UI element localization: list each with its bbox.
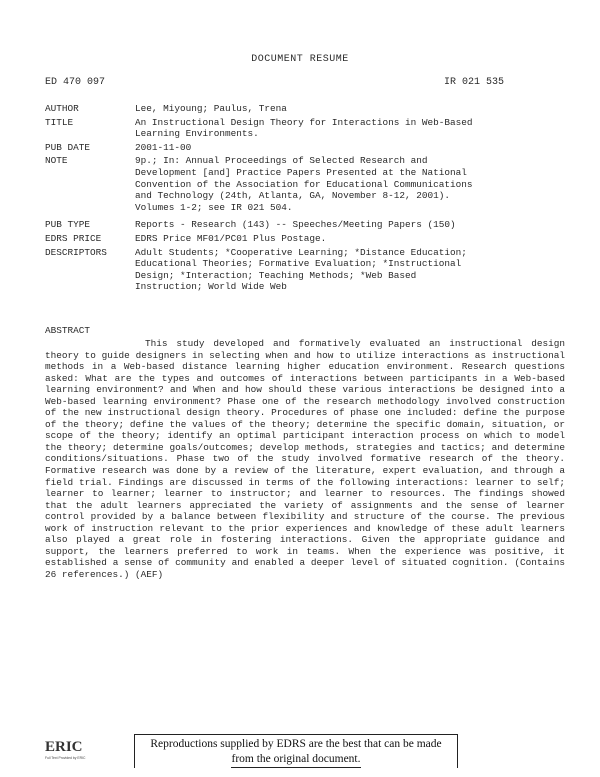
footer-notice (134, 734, 458, 768)
field-pub-type (45, 219, 565, 231)
field-title (45, 117, 565, 140)
eric-logo-text: ERIC (45, 739, 83, 755)
field-value: Adult Students; *Cooperative Learning; *Distance Education; Educational Theories; Formative Evaluation; *Instructional Design; *Interaction; Teaching Methods; *Web Based Instruction; World Wide Web (135, 246, 467, 293)
field-label: TITLE (45, 116, 74, 128)
abstract-text: This study developed and formatively evaluated an instructional design theory to guide designers in selecting when and how to utilize interactions as instructional methods in a Web-based distance learning higher education environment. Research questions asked: What are the types and outcomes of interactions between participants in a Web-based learning environment? and When and how should these various interactions be designed into a Web-based learning environment? Phase one of the research methodology involved construction of the new instructional design theory. Procedures of phase one included: define the purpose of the theory; define the values of the theory; determine the specific domain, situation, or scope of the theory; identify an optimal participant interaction process on which to model the theory; determine goals/outcomes; develop methods, strategies and tactics; and determine conditions/situations. Phase two of the study involved formative research of the theory. Formative research was done by a review of the literature, expert evaluation, and through a field trial. Findings are discussed in terms of the following interactions: learner to self; learner to learner; learner to instructor; and learner to resources. The findings showed that the adult learners appreciated the variety of assignments and the sense of learner control provided by a balance between flexibility and structure of the course. The previous work of instruction relevant to the prior experiences and knowledge of these adult learners also played a great role in fostering interactions. Given the appropriate guidance and support, the learners preferred to work in teams. When the experience was positive, it established a sense of community and enabled a deeper level of situated cognition. (Contains 26 references.) (AEF) (45, 338, 565, 580)
field-value: EDRS Price MF01/PC01 Plus Postage. (135, 232, 327, 244)
field-label: AUTHOR (45, 103, 79, 114)
field-value: Lee, Miyoung; Paulus, Trena (135, 103, 287, 114)
field-author (45, 103, 565, 115)
metadata-fields (45, 103, 565, 295)
field-value: An Instructional Design Theory for Interactions in Web-Based Learning Environments. (135, 116, 473, 140)
eric-logo-caption: Full Text Provided by ERIC (45, 756, 86, 760)
field-label: NOTE (45, 155, 68, 167)
field-value: 2001-11-00 (135, 141, 192, 153)
field-label: PUB DATE (45, 141, 91, 153)
field-label: DESCRIPTORS (45, 246, 107, 258)
field-edrs-price (45, 233, 565, 245)
field-label: EDRS PRICE (45, 232, 102, 244)
eric-logo (44, 736, 86, 762)
ir-number: IR 021 535 (444, 77, 505, 88)
footer-line-1: Reproductions supplied by EDRS are the best that can be made (150, 738, 442, 750)
document-title: DOCUMENT RESUME (251, 54, 349, 65)
footer-line-2: from the original document. (231, 752, 360, 768)
field-value: 9p.; In: Annual Proceedings of Selected Research and Development [and] Practice Papers Presented at the National Convention of the Association for Educational Communications and Technology (24th, Atlanta, GA, November 8-12, 2001). Volumes 1-2; see IR 021 504. (135, 155, 473, 213)
field-label: PUB TYPE (45, 219, 91, 231)
abstract-label: ABSTRACT (45, 325, 91, 336)
field-note (45, 155, 565, 213)
field-pub-date (45, 142, 565, 154)
field-descriptors (45, 247, 565, 293)
field-value: Reports - Research (143) -- Speeches/Meeting Papers (150) (135, 219, 456, 231)
eric-logo-icon (44, 736, 86, 762)
ed-number: ED 470 097 (45, 77, 106, 88)
